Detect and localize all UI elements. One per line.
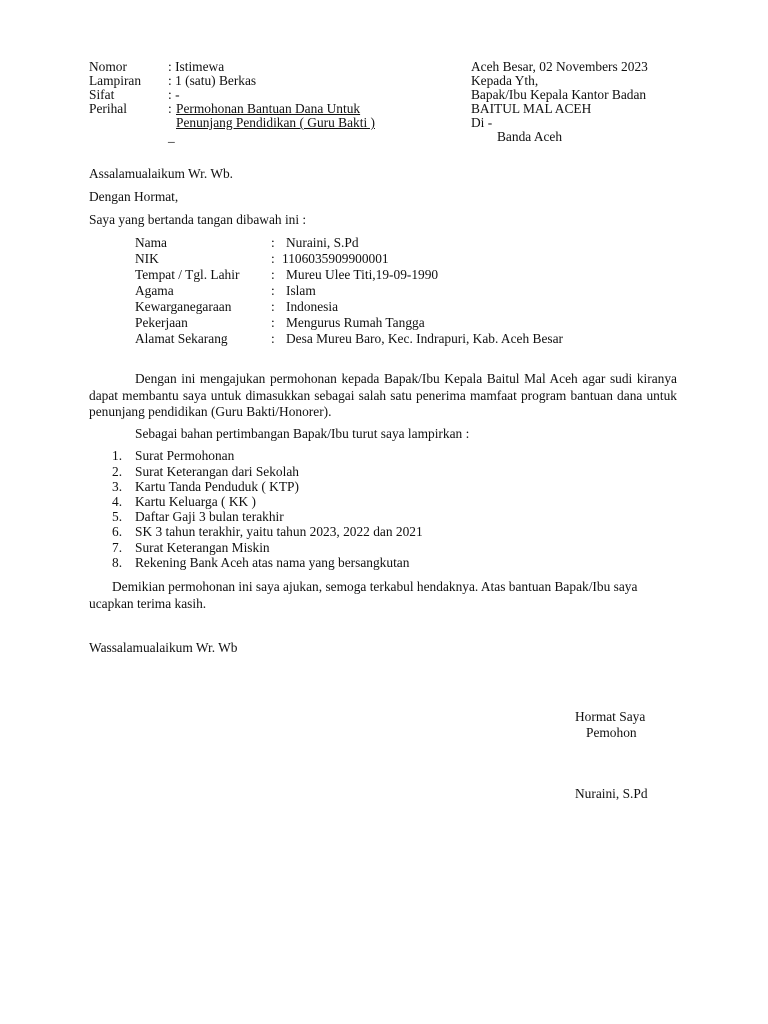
identity-label: Tempat / Tgl. Lahir: [135, 267, 240, 282]
label-perihal: Perihal: [89, 101, 127, 116]
identity-sep: :: [271, 299, 275, 314]
body-paragraph: [89, 371, 677, 421]
list-item: Surat Permohonan: [135, 448, 235, 463]
label-lampiran: Lampiran: [89, 73, 142, 88]
di-label: Di -: [471, 115, 493, 130]
identity-label: Alamat Sekarang: [135, 331, 228, 346]
value-sifat: : -: [168, 87, 180, 102]
list-number: 5.: [112, 509, 123, 524]
value-nomor: : Istimewa: [168, 59, 225, 74]
identity-value-nik: 1106035909900001: [282, 251, 389, 266]
body-paragraph-text: Dengan ini mengajukan permohonan kepada Bapak/Ibu Kepala Baitul Mal Aceh agar sudi kiranya dapat membantu saya untuk dimasukkan sebagai salah satu penerima mamfaat program bantuan dana untuk penunjang pendidikan (Guru Bakti/Honorer).: [89, 371, 677, 419]
list-number: 1.: [112, 448, 123, 463]
recipient-org: BAITUL MAL ACEH: [471, 101, 592, 116]
identity-label: Kewarganegaraan: [135, 299, 232, 314]
identity-sep: :: [271, 331, 275, 346]
salutation: Dengan Hormat,: [89, 189, 179, 204]
value-perihal-colon: :: [168, 101, 172, 116]
attachment-intro: Sebagai bahan pertimbangan Bapak/Ibu turut saya lampirkan :: [135, 426, 470, 441]
identity-value-alamat: Desa Mureu Baro, Kec. Indrapuri, Kab. Aceh Besar: [286, 331, 564, 346]
list-number: 4.: [112, 494, 123, 509]
list-number: 7.: [112, 540, 123, 555]
farewell: Wassalamualaikum Wr. Wb: [89, 640, 238, 655]
label-sifat: Sifat: [89, 87, 115, 102]
perihal-line2: Penunjang Pendidikan ( Guru Bakti ): [176, 115, 375, 130]
identity-sep: :: [271, 315, 275, 330]
identity-value-kewarganegaraan: Indonesia: [286, 299, 339, 314]
recipient-city: Banda Aceh: [497, 129, 563, 144]
identity-value-ttl: Mureu Ulee Titi,19-09-1990: [286, 267, 439, 282]
identity-label: Agama: [135, 283, 174, 298]
identity-sep: :: [271, 283, 275, 298]
list-number: 8.: [112, 555, 123, 570]
identity-sep: :: [271, 267, 275, 282]
perihal-line1: Permohonan Bantuan Dana Untuk: [176, 101, 361, 116]
list-item: SK 3 tahun terakhir, yaitu tahun 2023, 2022 dan 2021: [135, 524, 423, 539]
closing-paragraph: [89, 579, 677, 612]
identity-value-nama: Nuraini, S.Pd: [286, 235, 359, 250]
list-item: Rekening Bank Aceh atas nama yang bersangkutan: [135, 555, 410, 570]
place-date: Aceh Besar, 02 Novembers 2023: [471, 59, 648, 74]
list-item: Kartu Tanda Penduduk ( KTP): [135, 479, 299, 494]
list-item: Kartu Keluarga ( KK ): [135, 494, 256, 509]
identity-label: NIK: [135, 251, 159, 266]
intro: Saya yang bertanda tangan dibawah ini :: [89, 212, 307, 227]
recipient: Bapak/Ibu Kepala Kantor Badan: [471, 87, 647, 102]
list-number: 3.: [112, 479, 123, 494]
identity-label: Pekerjaan: [135, 315, 188, 330]
identity-sep: :: [271, 235, 275, 250]
signature-name: Nuraini, S.Pd: [575, 786, 648, 801]
greeting: Assalamualaikum Wr. Wb.: [89, 166, 234, 181]
kepada: Kepada Yth,: [471, 73, 539, 88]
list-item: Daftar Gaji 3 bulan terakhir: [135, 509, 284, 524]
identity-value-agama: Islam: [286, 283, 316, 298]
identity-value-pekerjaan: Mengurus Rumah Tangga: [286, 315, 425, 330]
list-item: Surat Keterangan dari Sekolah: [135, 464, 299, 479]
list-number: 2.: [112, 464, 123, 479]
signature-regards: Hormat Saya: [575, 709, 646, 724]
label-nomor: Nomor: [89, 59, 127, 74]
perihal-line3: _: [168, 129, 175, 144]
value-lampiran: : 1 (satu) Berkas: [168, 73, 257, 88]
list-number: 6.: [112, 524, 123, 539]
closing-text: Demikian permohonan ini saya ajukan, semoga terkabul hendaknya. Atas bantuan Bapak/Ibu saya ucapkan terima kasih.: [89, 579, 638, 611]
list-item: Surat Keterangan Miskin: [135, 540, 270, 555]
identity-label: Nama: [135, 235, 167, 250]
signature-role: Pemohon: [586, 725, 637, 740]
identity-sep: :: [271, 251, 275, 266]
